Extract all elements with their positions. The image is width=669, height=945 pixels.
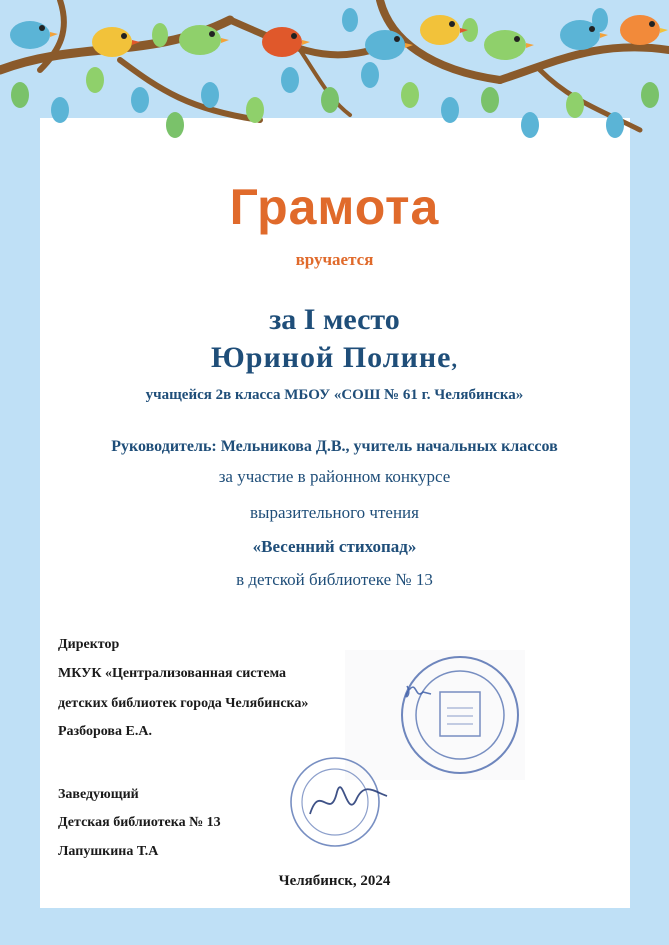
head-signature [310,787,387,814]
participation-line-2: выразительного чтения [250,503,419,522]
bird-7 [484,30,534,60]
head-title: Заведующий [58,787,139,802]
director-name: Разборова Е.А. [58,724,152,739]
head-name: Лапушкина Т.А [58,844,159,859]
leader-info: Руководитель: Мельникова Д.В., учитель начальных классов [111,438,558,455]
city-year: Челябинск, 2024 [278,873,391,889]
library-line: в детской библиотеке № 13 [236,570,433,589]
recipient-name: Юриной Полине [211,341,452,374]
birds-branches-banner [0,0,669,160]
director-org-line-1: МКУК «Централизованная система [58,666,287,681]
student-info: учащейся 2в класса МБОУ «СОШ № 61 г. Челябинска» [145,387,524,403]
recipient-comma: , [451,347,458,372]
bird-6 [420,15,468,45]
certificate-title: Грамота [229,179,440,235]
bird-1 [10,21,58,49]
participation-line-1: за участие в районном конкурсе [218,467,451,486]
bird-3 [179,25,229,55]
head-org: Детская библиотека № 13 [58,815,221,830]
director-org-line-2: детских библиотек города Челябинска» [58,696,309,711]
contest-name: «Весенний стихопад» [252,537,417,556]
director-title: Директор [58,637,120,652]
recipient-name-line [0,341,669,375]
bird-5 [365,30,413,60]
bird-9 [620,15,668,45]
head-seal-stamp [275,752,405,852]
certificate-subtitle: вручается [295,250,374,269]
award-place: за I место [269,303,400,336]
bird-2 [92,27,140,57]
